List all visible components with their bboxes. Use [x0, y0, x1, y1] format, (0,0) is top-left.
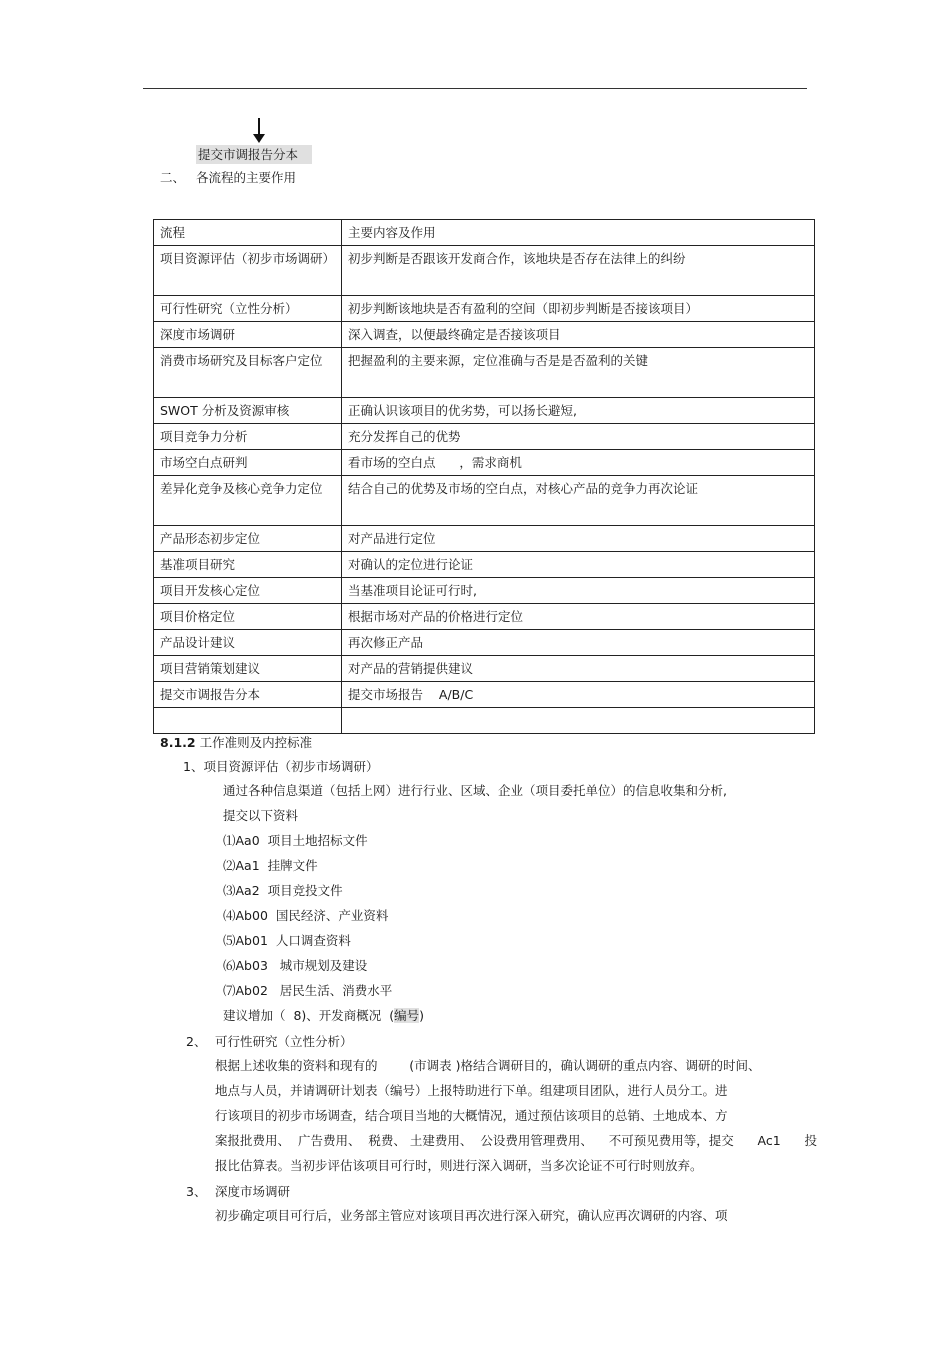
table-header-row — [154, 220, 815, 246]
table-row — [154, 656, 815, 682]
suggestion-close: ) — [419, 1008, 425, 1023]
table-cell-process: 项目价格定位 — [154, 604, 342, 630]
section-8-1-2-number: 8.1.2 — [160, 735, 196, 750]
table-cell-process: 项目开发核心定位 — [154, 578, 342, 604]
table-row — [154, 604, 815, 630]
item-1-suggestion — [223, 1008, 424, 1024]
table-row — [154, 322, 815, 348]
list-item: ⑵Aa1 挂牌文件 — [223, 858, 318, 873]
list-item: ⑺Ab02 居民生活、消费水平 — [223, 983, 393, 998]
table-cell-process: SWOT 分析及资源审核 — [154, 398, 342, 424]
table-cell-purpose — [342, 708, 815, 734]
list-item: ⑸Ab01 人口调查资料 — [223, 933, 351, 948]
table-cell-purpose: 初步判断是否跟该开发商合作，该地块是否存在法律上的纠纷 — [342, 246, 815, 296]
table-cell-purpose: 当基准项目论证可行时, — [342, 578, 815, 604]
table-row — [154, 630, 815, 656]
table-row — [154, 476, 815, 526]
table-cell-purpose: 正确认识该项目的优劣势，可以扬长避短, — [342, 398, 815, 424]
table-cell-process: 差异化竞争及核心竞争力定位 — [154, 476, 342, 526]
item-2-paragraph-line: 地点与人员，并请调研计划表（编号）上报特助进行下单。组建项目团队，进行人员分工。进 — [215, 1083, 728, 1098]
table-row — [154, 682, 815, 708]
list-item: ⑷Ab00 国民经济、产业资料 — [223, 908, 389, 923]
table-header-cell: 主要内容及作用 — [342, 220, 815, 246]
item-2-paragraph-line: 根据上述收集的资料和现有的 (市调表 )格结合调研目的，确认调研的重点内容、调研的时间、 — [215, 1058, 761, 1073]
table-cell-process: 提交市调报告分本 — [154, 682, 342, 708]
list-item: ⑹Ab03 城市规划及建设 — [223, 958, 368, 973]
section-8-1-2-heading — [160, 735, 312, 751]
table-cell-purpose: 根据市场对产品的价格进行定位 — [342, 604, 815, 630]
table-cell-process: 项目竞争力分析 — [154, 424, 342, 450]
table-cell-purpose: 深入调查，以便最终确定是否接该项目 — [342, 322, 815, 348]
section-8-1-2-title: 工作准则及内控标准 — [199, 735, 313, 750]
table-cell-process: 项目资源评估（初步市场调研） — [154, 246, 342, 296]
item-3-number: 3、 — [186, 1184, 207, 1199]
item-3-title: 深度市场调研 — [215, 1184, 291, 1199]
table-cell-process: 市场空白点研判 — [154, 450, 342, 476]
table-cell-process: 产品形态初步定位 — [154, 526, 342, 552]
table-row — [154, 424, 815, 450]
item-1-title: 1、项目资源评估（初步市场调研） — [183, 759, 379, 774]
table-cell-purpose: 再次修正产品 — [342, 630, 815, 656]
header-rule — [143, 88, 807, 89]
table-cell-process: 项目营销策划建议 — [154, 656, 342, 682]
flow-final-step-box: 提交市调报告分本 — [196, 145, 312, 164]
table-cell-purpose: 初步判断该地块是否有盈利的空间（即初步判断是否接该项目） — [342, 296, 815, 322]
table-row — [154, 708, 815, 734]
item-2-paragraph-line: 案报批费用、 广告费用、 税费、 土建费用、 公设费用管理费用、 不可预见费用等，提交 Ac1 投 — [215, 1133, 818, 1148]
section-2-title: 各流程的主要作用 — [196, 170, 297, 185]
table-cell-process: 产品设计建议 — [154, 630, 342, 656]
table-cell-purpose: 对产品的营销提供建议 — [342, 656, 815, 682]
table-row — [154, 526, 815, 552]
table-cell-process: 可行性研究（立性分析） — [154, 296, 342, 322]
section-2-number: 二、 — [160, 170, 186, 185]
table-row — [154, 348, 815, 398]
table-cell-purpose: 提交市场报告 A/B/C — [342, 682, 815, 708]
table-row — [154, 578, 815, 604]
table-cell-purpose: 对产品进行定位 — [342, 526, 815, 552]
item-3-paragraph-line: 初步确定项目可行后，业务部主管应对该项目再次进行深入研究，确认应再次调研的内容、项 — [215, 1208, 728, 1223]
item-2-title: 可行性研究（立性分析） — [215, 1034, 353, 1049]
item-2-heading — [186, 1034, 353, 1050]
table-row — [154, 296, 815, 322]
suggestion-text: 建议增加（ 8)、开发商概况 ( — [223, 1008, 395, 1023]
list-item: ⑶Aa2 项目竞投文件 — [223, 883, 343, 898]
table-row — [154, 552, 815, 578]
suggestion-highlight: 编号 — [394, 1008, 420, 1023]
table-cell-process: 基准项目研究 — [154, 552, 342, 578]
table-row — [154, 398, 815, 424]
table-cell-purpose: 对确认的定位进行论证 — [342, 552, 815, 578]
process-table — [153, 219, 815, 734]
table-row — [154, 450, 815, 476]
table-cell-process: 深度市场调研 — [154, 322, 342, 348]
table-cell-purpose: 结合自己的优势及市场的空白点，对核心产品的竞争力再次论证 — [342, 476, 815, 526]
item-1-paragraph-line: 通过各种信息渠道（包括上网）进行行业、区域、企业（项目委托单位）的信息收集和分析, — [223, 783, 727, 798]
list-item: ⑴Aa0 项目土地招标文件 — [223, 833, 368, 848]
table-header-cell: 流程 — [154, 220, 342, 246]
item-2-number: 2、 — [186, 1034, 207, 1049]
table-row — [154, 246, 815, 296]
item-2-paragraph-line: 报比估算表。当初步评估该项目可行时，则进行深入调研，当多次论证不可行时则放弃。 — [215, 1158, 703, 1173]
item-1-paragraph-line: 提交以下资料 — [223, 808, 299, 823]
section-2-heading — [160, 170, 296, 186]
table-cell-purpose: 充分发挥自己的优势 — [342, 424, 815, 450]
down-arrow-icon — [252, 118, 266, 144]
table-cell-purpose: 看市场的空白点 ，需求商机 — [342, 450, 815, 476]
table-cell-process — [154, 708, 342, 734]
item-3-heading — [186, 1184, 290, 1200]
table-cell-purpose: 把握盈利的主要来源，定位准确与否是是否盈利的关键 — [342, 348, 815, 398]
table-cell-process: 消费市场研究及目标客户定位 — [154, 348, 342, 398]
item-2-paragraph-line: 行该项目的初步市场调查，结合项目当地的大概情况，通过预估该项目的总销、土地成本、方 — [215, 1108, 728, 1123]
